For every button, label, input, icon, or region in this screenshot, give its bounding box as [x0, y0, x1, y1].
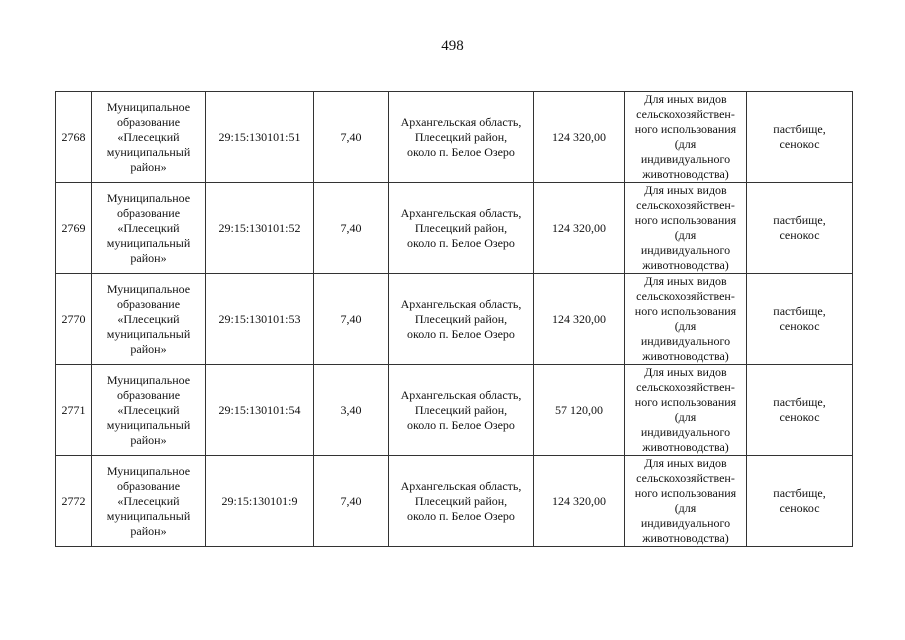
- permitted-use-cell-line: Для иных видов: [644, 274, 727, 288]
- owner-cell-line: «Плесецкий: [117, 311, 180, 326]
- location-cell-line: Архангельская область,: [400, 114, 522, 129]
- owner-cell-line: муниципальный: [106, 417, 191, 432]
- permitted-use-cell-line: индивидуального: [640, 152, 731, 166]
- permitted-use-cell-line: ного использования: [634, 213, 737, 227]
- owner-cell-line: образование: [116, 205, 181, 220]
- location-cell-line: около п. Белое Озеро: [407, 508, 515, 523]
- land-use-cell-line: сенокос: [779, 501, 820, 515]
- permitted-use-cell-line: (для: [674, 319, 697, 333]
- owner-cell: [92, 92, 206, 183]
- permitted-use-cell: [625, 274, 747, 365]
- owner-cell-line: Муниципальное: [106, 190, 191, 205]
- row-number-cell: 2768: [56, 92, 92, 183]
- land-use-cell-line: сенокос: [779, 228, 820, 242]
- location-cell-line: около п. Белое Озеро: [407, 326, 515, 341]
- land-use-cell-line: сенокос: [779, 410, 820, 424]
- permitted-use-cell-line: сельскохозяйствен-: [636, 380, 735, 394]
- table-row: [56, 365, 853, 456]
- permitted-use-cell-line: индивидуального: [640, 334, 731, 348]
- owner-cell-line: район»: [130, 523, 167, 538]
- owner-cell-line: Муниципальное: [106, 463, 191, 478]
- permitted-use-cell-line: (для: [674, 501, 697, 515]
- area-cell: 7,40: [314, 183, 389, 274]
- owner-cell-line: муниципальный: [106, 508, 191, 523]
- location-cell-line: Плесецкий район,: [414, 493, 508, 508]
- location-cell-line: Архангельская область,: [400, 387, 522, 402]
- permitted-use-cell-line: животноводства): [642, 440, 729, 454]
- area-cell: 3,40: [314, 365, 389, 456]
- location-cell-line: Архангельская область,: [400, 478, 522, 493]
- owner-cell-line: «Плесецкий: [117, 129, 180, 144]
- permitted-use-cell-line: сельскохозяйствен-: [636, 289, 735, 303]
- table-row: [56, 92, 853, 183]
- row-number-cell: 2770: [56, 274, 92, 365]
- owner-cell-line: образование: [116, 114, 181, 129]
- page-number: 498: [441, 38, 464, 54]
- permitted-use-cell-line: Для иных видов: [644, 365, 727, 379]
- permitted-use-cell: [625, 456, 747, 547]
- owner-cell: [92, 456, 206, 547]
- owner-cell-line: образование: [116, 387, 181, 402]
- permitted-use-cell-line: (для: [674, 228, 697, 242]
- owner-cell-line: «Плесецкий: [117, 220, 180, 235]
- owner-cell-line: «Плесецкий: [117, 402, 180, 417]
- owner-cell-line: район»: [130, 159, 167, 174]
- owner-cell-line: район»: [130, 341, 167, 356]
- permitted-use-cell-line: Для иных видов: [644, 183, 727, 197]
- cadastral-value-cell: 124 320,00: [534, 274, 625, 365]
- table-row: [56, 183, 853, 274]
- owner-cell-line: муниципальный: [106, 144, 191, 159]
- land-use-cell-line: пастбище,: [773, 213, 826, 227]
- location-cell: [389, 456, 534, 547]
- permitted-use-cell-line: животноводства): [642, 167, 729, 181]
- location-cell: [389, 183, 534, 274]
- land-use-cell: [747, 274, 853, 365]
- location-cell-line: Архангельская область,: [400, 205, 522, 220]
- owner-cell: [92, 274, 206, 365]
- land-use-cell-line: пастбище,: [773, 486, 826, 500]
- land-use-cell-line: пастбище,: [773, 122, 826, 136]
- land-use-cell: [747, 456, 853, 547]
- location-cell: [389, 365, 534, 456]
- permitted-use-cell-line: сельскохозяйствен-: [636, 471, 735, 485]
- owner-cell-line: образование: [116, 296, 181, 311]
- permitted-use-cell: [625, 92, 747, 183]
- owner-cell-line: район»: [130, 432, 167, 447]
- row-number-cell: 2769: [56, 183, 92, 274]
- cadastral-number-cell: 29:15:130101:53: [206, 274, 314, 365]
- area-cell: 7,40: [314, 92, 389, 183]
- owner-cell-line: образование: [116, 478, 181, 493]
- permitted-use-cell-line: (для: [674, 137, 697, 151]
- location-cell-line: Плесецкий район,: [414, 220, 508, 235]
- permitted-use-cell: [625, 365, 747, 456]
- location-cell-line: Плесецкий район,: [414, 402, 508, 417]
- permitted-use-cell-line: индивидуального: [640, 243, 731, 257]
- owner-cell-line: муниципальный: [106, 326, 191, 341]
- permitted-use-cell-line: животноводства): [642, 258, 729, 272]
- owner-cell: [92, 183, 206, 274]
- cadastral-value-cell: 57 120,00: [534, 365, 625, 456]
- owner-cell: [92, 365, 206, 456]
- permitted-use-cell-line: ного использования: [634, 122, 737, 136]
- table-row: [56, 456, 853, 547]
- permitted-use-cell-line: (для: [674, 410, 697, 424]
- permitted-use-cell-line: ного использования: [634, 395, 737, 409]
- land-use-cell: [747, 183, 853, 274]
- cadastral-number-cell: 29:15:130101:51: [206, 92, 314, 183]
- cadastral-value-cell: 124 320,00: [534, 183, 625, 274]
- land-use-cell: [747, 365, 853, 456]
- owner-cell-line: Муниципальное: [106, 281, 191, 296]
- land-use-cell: [747, 92, 853, 183]
- permitted-use-cell-line: индивидуального: [640, 425, 731, 439]
- location-cell-line: Плесецкий район,: [414, 129, 508, 144]
- row-number-cell: 2772: [56, 456, 92, 547]
- location-cell-line: около п. Белое Озеро: [407, 235, 515, 250]
- land-use-cell-line: пастбище,: [773, 395, 826, 409]
- location-cell: [389, 92, 534, 183]
- owner-cell-line: Муниципальное: [106, 372, 191, 387]
- location-cell: [389, 274, 534, 365]
- land-use-cell-line: пастбище,: [773, 304, 826, 318]
- owner-cell-line: Муниципальное: [106, 99, 191, 114]
- table-body: [56, 92, 853, 547]
- permitted-use-cell-line: ного использования: [634, 486, 737, 500]
- land-use-cell-line: сенокос: [779, 319, 820, 333]
- owner-cell-line: «Плесецкий: [117, 493, 180, 508]
- location-cell-line: около п. Белое Озеро: [407, 417, 515, 432]
- permitted-use-cell-line: сельскохозяйствен-: [636, 198, 735, 212]
- owner-cell-line: район»: [130, 250, 167, 265]
- location-cell-line: Плесецкий район,: [414, 311, 508, 326]
- land-use-cell-line: сенокос: [779, 137, 820, 151]
- land-plots-table: [55, 91, 853, 547]
- location-cell-line: около п. Белое Озеро: [407, 144, 515, 159]
- area-cell: 7,40: [314, 456, 389, 547]
- area-cell: 7,40: [314, 274, 389, 365]
- permitted-use-cell-line: животноводства): [642, 531, 729, 545]
- permitted-use-cell-line: сельскохозяйствен-: [636, 107, 735, 121]
- owner-cell-line: муниципальный: [106, 235, 191, 250]
- cadastral-number-cell: 29:15:130101:54: [206, 365, 314, 456]
- cadastral-value-cell: 124 320,00: [534, 92, 625, 183]
- permitted-use-cell-line: индивидуального: [640, 516, 731, 530]
- permitted-use-cell-line: Для иных видов: [644, 456, 727, 470]
- permitted-use-cell: [625, 183, 747, 274]
- location-cell-line: Архангельская область,: [400, 296, 522, 311]
- permitted-use-cell-line: ного использования: [634, 304, 737, 318]
- row-number-cell: 2771: [56, 365, 92, 456]
- cadastral-number-cell: 29:15:130101:9: [206, 456, 314, 547]
- cadastral-number-cell: 29:15:130101:52: [206, 183, 314, 274]
- permitted-use-cell-line: Для иных видов: [644, 92, 727, 106]
- cadastral-value-cell: 124 320,00: [534, 456, 625, 547]
- table-row: [56, 274, 853, 365]
- permitted-use-cell-line: животноводства): [642, 349, 729, 363]
